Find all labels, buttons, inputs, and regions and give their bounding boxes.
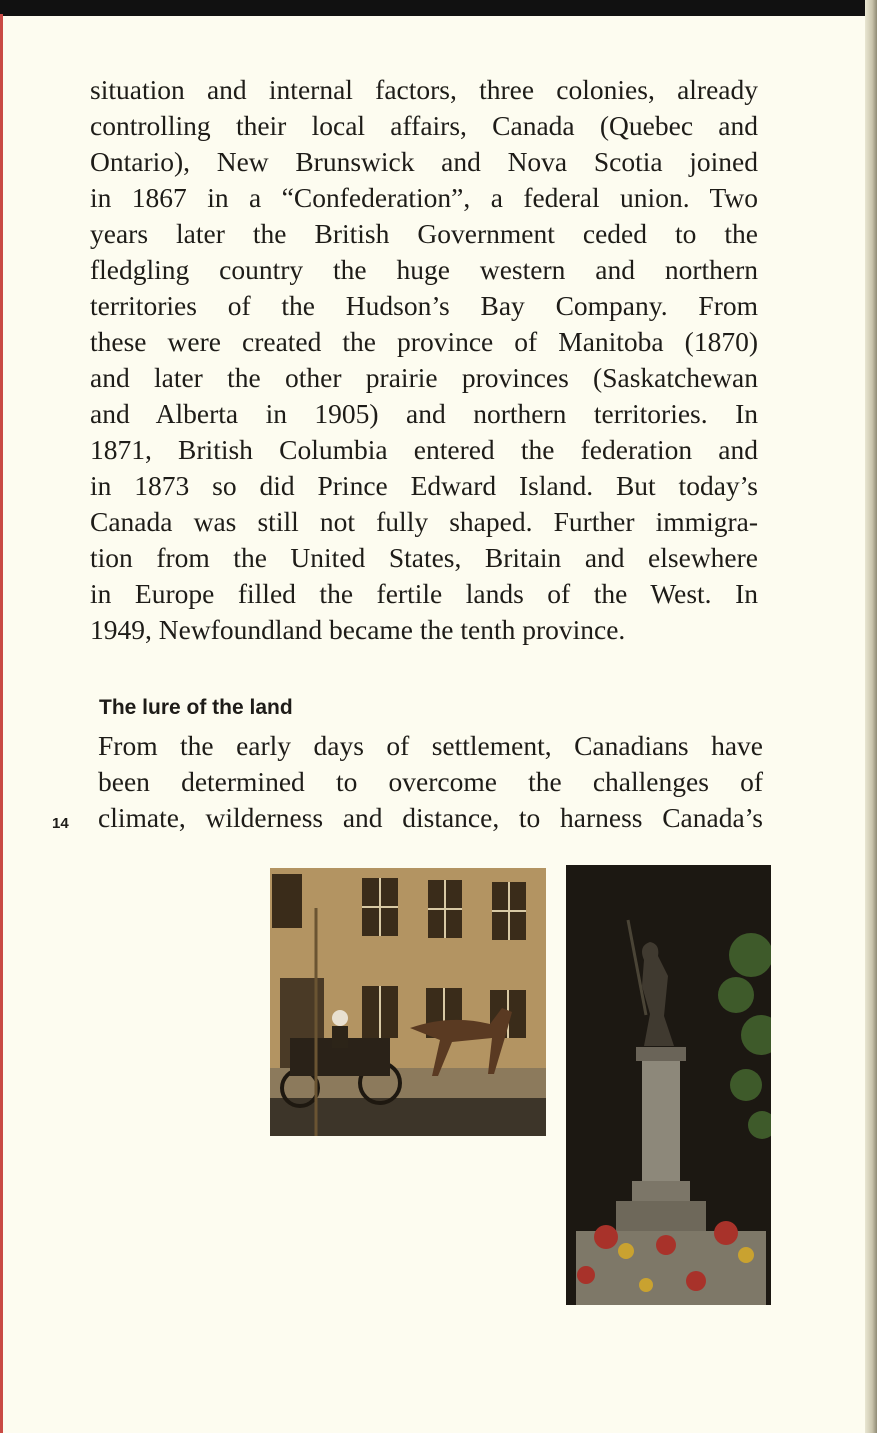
text-line: controlling their local affairs, Canada (Quebec and [90,110,758,141]
text-line: and later the other prairie provinces (Saskatchewan [90,362,758,393]
text-line: From the early days of settlement, Canadians have [98,730,763,761]
page-left-edge [0,14,3,1433]
page-right-edge [865,0,877,1433]
body-paragraph-1 [90,72,758,648]
section-heading: The lure of the land [99,696,293,719]
photo-monument-statue [566,865,771,1305]
text-line: 1871, British Columbia entered the federation and [90,434,758,465]
monument-illustration [566,865,771,1305]
text-line: tion from the United States, Britain and elsewhere [90,542,758,573]
text-line: in Europe filled the fertile lands of the West. In [90,578,758,609]
text-line: fledgling country the huge western and northern [90,254,758,285]
text-line: Canada was still not fully shaped. Further immigra- [90,506,758,537]
text-line: territories of the Hudson’s Bay Company. From [90,290,758,321]
text-line: these were created the province of Manitoba (1870) [90,326,758,357]
text-line: in 1873 so did Prince Edward Island. But today’s [90,470,758,501]
text-line: 1949, Newfoundland became the tenth province. [90,614,626,645]
body-paragraph-2 [98,728,763,836]
text-line: been determined to overcome the challenges of [98,766,763,797]
text-line: in 1867 in a “Confederation”, a federal union. Two [90,182,758,213]
text-line: and Alberta in 1905) and northern territories. In [90,398,758,429]
text-line: Ontario), New Brunswick and Nova Scotia joined [90,146,758,177]
horse-carriage-illustration [270,868,546,1136]
text-line: situation and internal factors, three colonies, already [90,74,758,105]
text-line: years later the British Government ceded to the [90,218,758,249]
text-line: climate, wilderness and distance, to harness Canada’s [98,802,763,833]
photo-horse-carriage [270,868,546,1136]
page-number: 14 [52,815,69,832]
page-top-edge [0,0,877,16]
